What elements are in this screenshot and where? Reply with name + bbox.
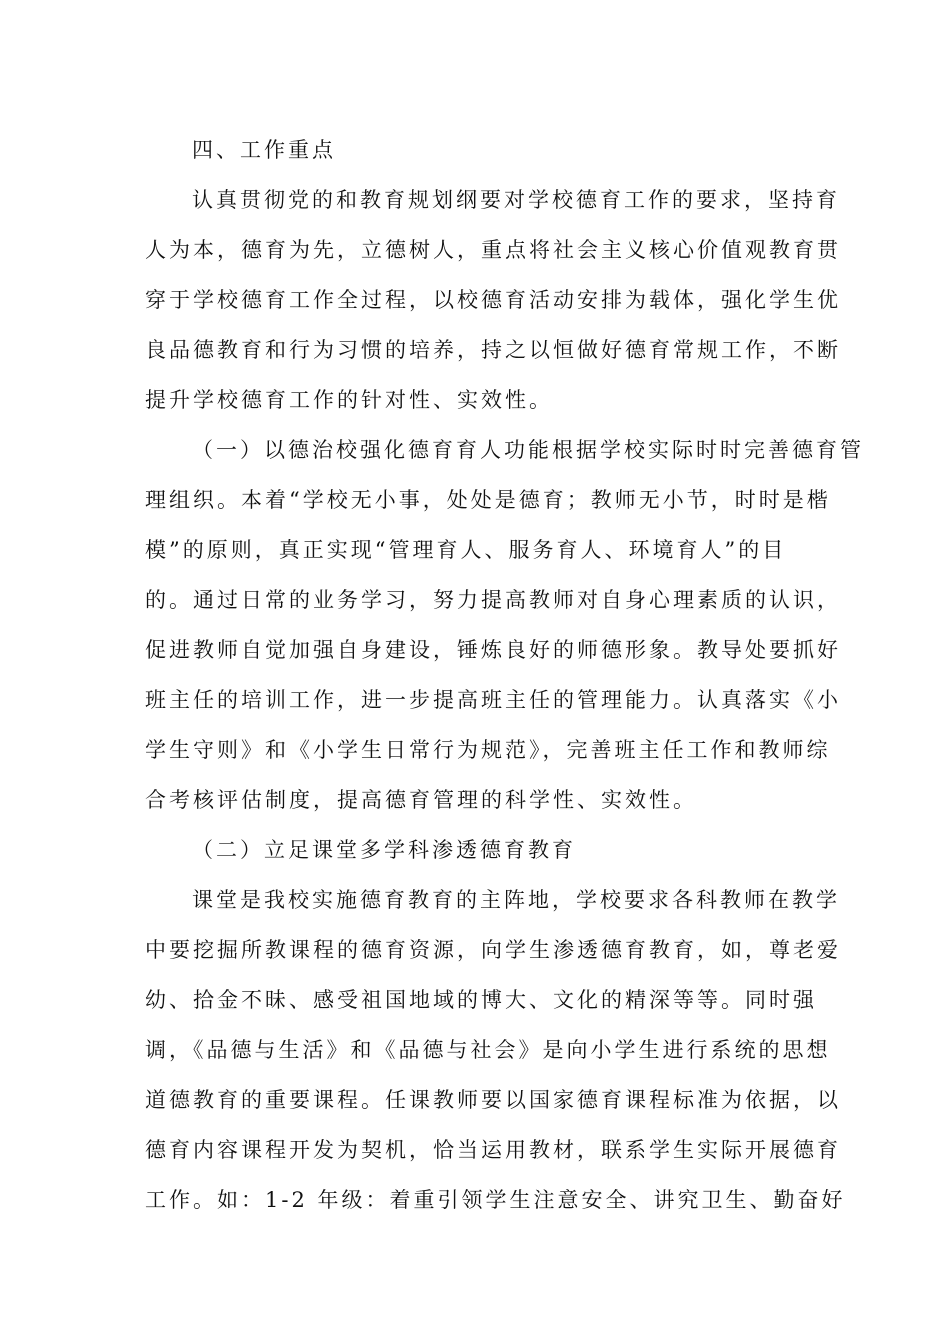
text-line: 课堂是我校实施德育教育的主阵地，学校要求各科教师在教学 xyxy=(192,888,840,912)
text-line: 德育内容课程开发为契机，恰当运用教材，联系学生实际开展德育 xyxy=(145,1138,841,1162)
text-line: 提升学校德育工作的针对性、实效性。 xyxy=(145,388,553,412)
text-line: 班主任的培训工作，进一步提高班主任的管理能力。认真落实《小 xyxy=(145,688,841,712)
text-line: 合考核评估制度，提高德育管理的科学性、实效性。 xyxy=(145,788,697,812)
text-line: 的。通过日常的业务学习，努力提高教师对自身心理素质的认识， xyxy=(145,588,841,612)
text-line: 学生守则》和《小学生日常行为规范》，完善班主任工作和教师综 xyxy=(145,738,831,762)
text-line: 工作。如：1-2 年级：着重引领学生注意安全、讲究卫生、勤奋好 xyxy=(145,1188,846,1212)
text-line: 调，《品德与生活》和《品德与社会》是向小学生进行系统的思想 xyxy=(145,1038,831,1062)
section-heading: 四、工作重点 xyxy=(192,138,336,162)
text-line: 模”的原则，真正实现“管理育人、服务育人、环境育人”的目 xyxy=(145,538,787,562)
text-line: 良品德教育和行为习惯的培养，持之以恒做好德育常规工作，不断 xyxy=(145,338,841,362)
text-line: 促进教师自觉加强自身建设，锤炼良好的师德形象。教导处要抓好 xyxy=(145,638,841,662)
text-line: 认真贯彻党的和教育规划纲要对学校德育工作的要求，坚持育 xyxy=(192,188,840,212)
subsection-heading: （二）立足课堂多学科渗透德育教育 xyxy=(192,838,576,862)
subsection-line: （一）以德治校强化德育育人功能根据学校实际时时完善德育管 xyxy=(192,438,864,462)
text-line: 穿于学校德育工作全过程，以校德育活动安排为载体，强化学生优 xyxy=(145,288,841,312)
text-line: 道德教育的重要课程。任课教师要以国家德育课程标准为依据，以 xyxy=(145,1088,841,1112)
text-line: 幼、拾金不昧、感受祖国地域的博大、文化的精深等等。同时强 xyxy=(145,988,817,1012)
text-line: 人为本，德育为先，立德树人，重点将社会主义核心价值观教育贯 xyxy=(145,238,841,262)
text-line: 中要挖掘所教课程的德育资源，向学生渗透德育教育，如，尊老爱 xyxy=(145,938,841,962)
text-line: 理组织。本着“学校无小事，处处是德育；教师无小节，时时是楷 xyxy=(145,488,831,512)
